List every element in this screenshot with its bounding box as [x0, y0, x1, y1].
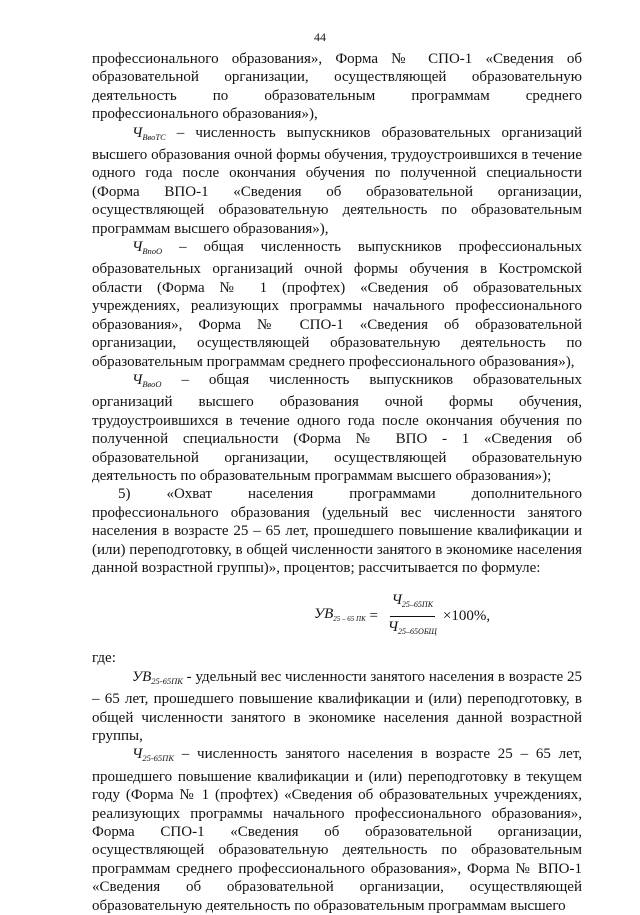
where-label: где:	[92, 650, 116, 667]
variable-symbol: $УВ_{25-65ПК}$	[132, 668, 183, 686]
formula-denominator: $Ч_{25-65ОБЩ}$	[387, 618, 437, 636]
paragraph-item-5: 5) «Охват населения программами дополнительного профессионального образования (удельный вес численности занятого населения в возрасте 25 – 65 лет, прошедшего повышение квалификации и (или) переподготовку, в общей численности занятого в экономике населения данной возрастной группы)», процентов; рассчитывается по формуле:	[92, 486, 582, 576]
variable-symbol: $Ч_{ВпоО}$	[132, 239, 163, 257]
formula-fraction	[386, 591, 439, 641]
definition-share-trained: $УВ_{25-65ПК}$ - удельный вес численности занятого населения в возрасте 25 – 65 лет, прошедшего повышение квалификации и (или) переподготовку, в общей численности занятого в экономике населения данной возрастной группы,	[92, 668, 582, 744]
variable-symbol: $Ч_{25-65ПК}$	[132, 746, 174, 764]
formula-multiplier: ×100%,	[442, 608, 491, 625]
formula-block	[92, 581, 582, 643]
paragraph-continuation: профессионального образования», Форма № СПО-1 «Сведения об образовательной организации, осуществляющей образовательную деятельность по образовательным программам среднего профессионального образования»),	[92, 51, 582, 123]
variable-symbol: $Ч_{ВвоО}$	[132, 371, 162, 389]
definition-graduates-total-professional: $Ч_{ВпоО}$ – общая численность выпускников профессиональных образовательных организаций очной формы обучения в Костромской области (Форма № 1 (профтех) «Сведения об образовательных учреждениях, реализующих программы начального профессионального образования», Форма № СПО-1 «Сведения об образовательной организации, осуществляющей образовательную деятельность по образовательным программам среднего профессионального образования»),	[92, 239, 582, 370]
formula-lhs: $УВ_{25 - 65 ПК}$	[314, 605, 366, 623]
formula	[314, 591, 490, 641]
formula-equals: =	[365, 608, 382, 625]
definition-graduates-employed-higher: $Ч_{ВвоТС}$ – численность выпускников образовательных организаций высшего образования очной формы обучения, трудоустроившихся в течение одного года после окончания обучения по полученной специальности (Форма ВПО-1 «Сведения об образовательной организации, осуществляющей образовательную деятельность по образовательным программам высшего образования»),	[92, 124, 582, 237]
document-body	[92, 50, 582, 915]
variable-symbol: $Ч_{ВвоТС}$	[132, 124, 166, 142]
definition-graduates-total-higher: $Ч_{ВвоО}$ – общая численность выпускников образовательных организаций высшего образования очной формы обучения, трудоустроившихся в течение одного года после окончания обучения по полученной специальности (Форма № ВПО - 1 «Сведения об образовательной организации, осуществляющей образовательную деятельность по образовательным программам высшего образования»);	[92, 371, 582, 484]
page-number: 44	[314, 30, 326, 44]
formula-numerator: $Ч_{25-65ПК}$	[390, 591, 435, 616]
definition-count-trained: $Ч_{25-65ПК}$ – численность занятого населения в возрасте 25 – 65 лет, прошедшего повышение квалификации и (или) переподготовку в текущем году (Форма № 1 (профтех) «Сведения об образовательных учреждениях, реализующих программы начального профессионального образования», Форма СПО-1 «Сведения об образовательной организации, осуществляющей образовательную деятельность по образовательным программам среднего профессионального образования», Форма № ВПО-1 «Сведения об образовательной организации, осуществляющей образовательную деятельность по образовательным программам высшего	[92, 746, 582, 914]
